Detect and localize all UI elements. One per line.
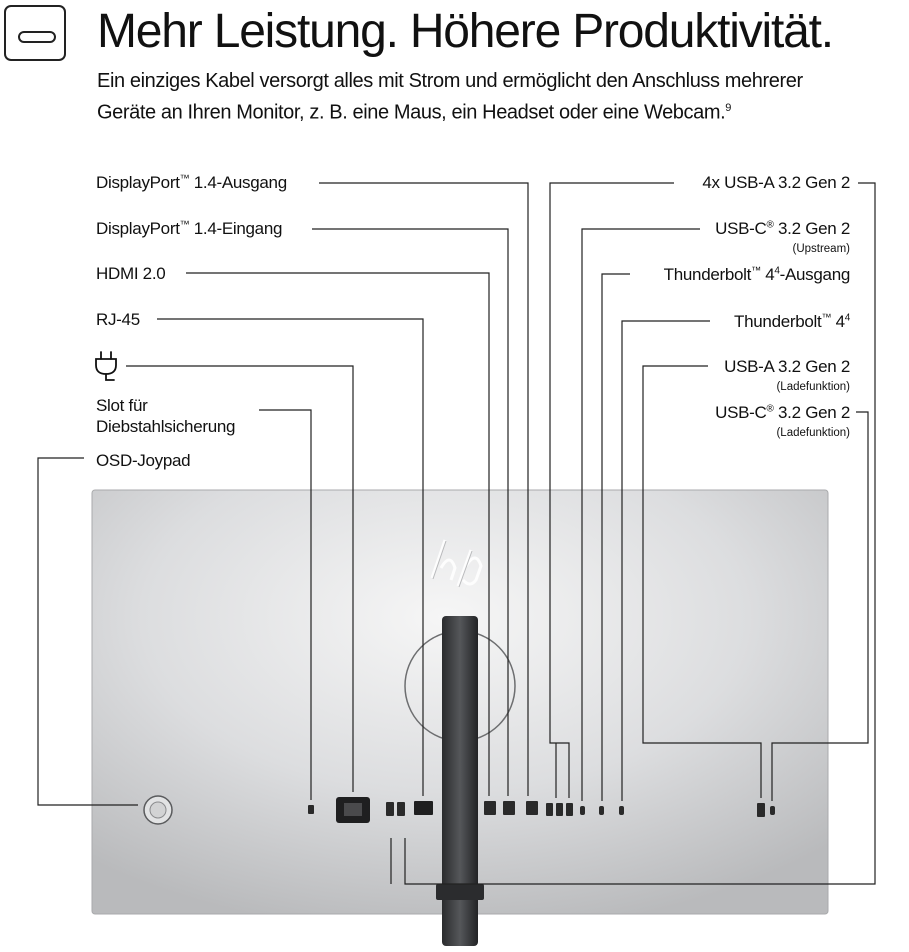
power-plug-icon	[92, 350, 120, 384]
subtitle-line-2: Geräte an Ihren Monitor, z. B. eine Maus, ein Headset oder eine Webcam.$^9$	[97, 101, 731, 124]
subtitle-line-1: Ein einziges Kabel versorgt alles mit Strom und ermöglicht den Anschluss mehrerer	[97, 70, 803, 92]
port-thunderbolt	[619, 806, 624, 815]
page-title: Mehr Leistung. Höhere Produktivität.	[97, 5, 833, 58]
note-usba-charge: (Ladefunktion)	[776, 381, 850, 393]
stand-clip	[436, 884, 484, 900]
label-displayport-out: DisplayPort™ 1.4-Ausgang	[96, 173, 287, 192]
port-usba-3	[566, 803, 573, 816]
port-hdmi	[484, 801, 496, 815]
label-thunderbolt-out: Thunderbolt™ $4^4$-Ausgang	[663, 265, 850, 284]
label-thunderbolt: Thunderbolt™ $4^4$	[734, 312, 850, 331]
port-usba-charge	[757, 803, 765, 817]
port-thunderbolt-out	[599, 806, 604, 815]
label-hdmi: HDMI 2.0	[96, 264, 166, 283]
port-lock-slot	[308, 805, 314, 814]
footnote-marker: 9	[725, 102, 731, 114]
label-osd-joypad: OSD-Joypad	[96, 451, 191, 470]
label-lock-slot-1: Slot für	[96, 396, 148, 415]
port-usba-front-1	[386, 802, 394, 816]
port-dp-in	[503, 801, 515, 815]
port-usba-1	[546, 803, 553, 816]
port-rj45	[414, 801, 433, 815]
label-displayport-in: DisplayPort™ 1.4-Eingang	[96, 219, 283, 238]
note-usbc-charge: (Ladefunktion)	[776, 427, 850, 439]
port-usba-2	[556, 803, 563, 816]
port-usbc-upstream	[580, 806, 585, 815]
label-rj45: RJ-45	[96, 310, 140, 329]
port-dp-out	[526, 801, 538, 815]
note-upstream: (Upstream)	[792, 243, 850, 255]
label-usba-4x: 4x USB-A 3.2 Gen 2	[702, 173, 850, 192]
label-usbc-charge: USB-C® 3.2 Gen 2	[715, 403, 850, 422]
port-power	[336, 797, 370, 823]
label-lock-slot-2: Diebstahlsicherung	[96, 417, 236, 436]
port-usba-front-2	[397, 802, 405, 816]
label-usba-charge: USB-A 3.2 Gen 2	[724, 357, 850, 376]
label-usbc-upstream: USB-C® 3.2 Gen 2	[715, 219, 850, 238]
osd-joypad	[144, 796, 172, 824]
port-usbc-charge	[770, 806, 775, 815]
